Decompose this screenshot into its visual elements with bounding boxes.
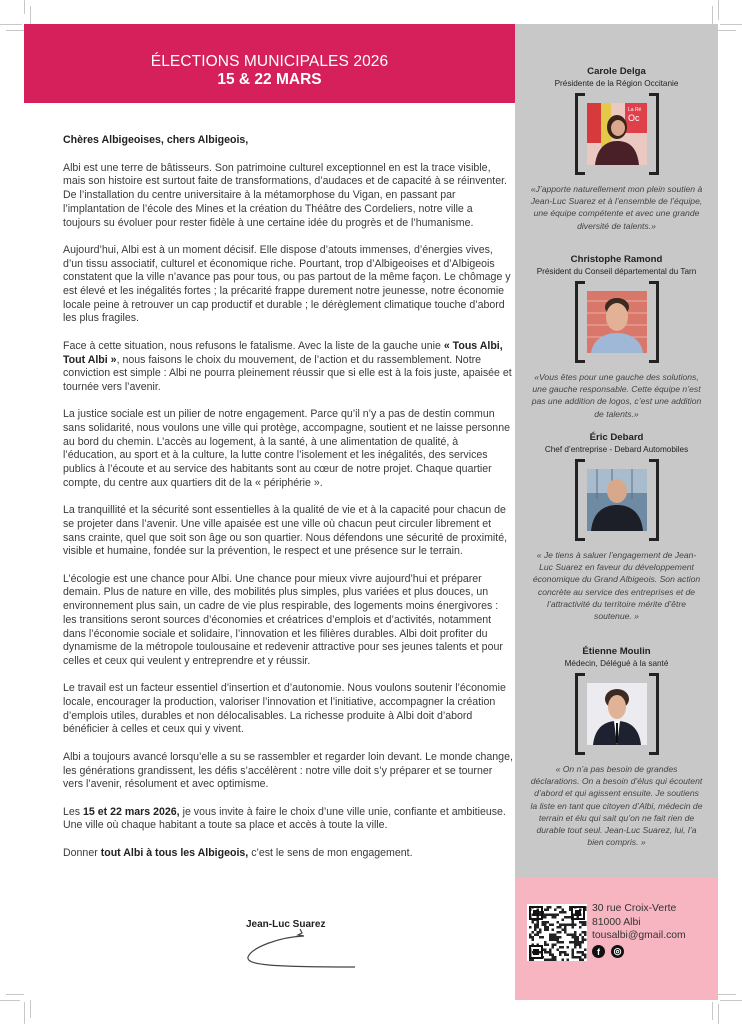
endorser-role: Médecin, Délégué à la santé bbox=[564, 659, 669, 668]
qr-module bbox=[534, 926, 537, 929]
instagram-icon[interactable]: ◎ bbox=[611, 945, 624, 958]
qr-module bbox=[562, 941, 565, 944]
qr-module bbox=[582, 931, 585, 934]
qr-module bbox=[534, 929, 537, 932]
letter-paragraph: Albi est une terre de bâtisseurs. Son patrimoine culturel exceptionnel en est la trace visible, mais son histoire est surtout faite de transformations, d’audaces et de capacité à se réinventer. De l’installation du centre universitaire à la métamorphose du Vigan, en passant par l’implantation de l’école des Mines et la création du Théâtre des Cordeliers, notre ville a toujours su évoluer pour rester fidèle à une certaine idée du progrès et de l’humanisme. bbox=[63, 161, 508, 229]
endorser-role: Président du Conseil départemental du Tarn bbox=[536, 267, 697, 276]
qr-module bbox=[547, 909, 550, 912]
qr-module bbox=[572, 954, 575, 957]
qr-module bbox=[564, 911, 567, 914]
qr-module bbox=[539, 929, 542, 932]
qr-module bbox=[577, 951, 580, 954]
crop-mark bbox=[720, 24, 742, 25]
header-banner bbox=[24, 24, 515, 103]
qr-module bbox=[584, 934, 587, 937]
election-dates: 15 & 22 MARS bbox=[217, 71, 322, 88]
letter-paragraph: Albi a toujours avancé lorsqu’elle a su se rassembler et regarder loin devant. Le monde change, les générations grandissent, les défis s’accélèrent : notre ville doit s’y préparer et se tourner vers l’avenir, résolument et avec optimisme. bbox=[63, 750, 513, 791]
qr-module bbox=[529, 926, 532, 929]
qr-module bbox=[537, 921, 540, 924]
right-bracket bbox=[649, 673, 659, 755]
email-address[interactable]: tousalbi@gmail.com bbox=[592, 930, 686, 941]
qr-module bbox=[572, 934, 575, 937]
qr-module bbox=[552, 924, 555, 927]
qr-module bbox=[579, 941, 582, 944]
right-bracket bbox=[649, 281, 659, 363]
crop-mark bbox=[718, 994, 736, 995]
qr-module bbox=[559, 924, 562, 927]
qr-module bbox=[549, 906, 552, 909]
qr-module bbox=[552, 934, 555, 937]
endorser-role: Chef d’entreprise - Debard Automobiles bbox=[544, 445, 689, 454]
endorser-name: Christophe Ramond bbox=[570, 254, 663, 265]
endorser-name: Éric Debard bbox=[589, 432, 644, 443]
qr-module bbox=[562, 924, 565, 927]
qr-module bbox=[552, 944, 555, 947]
qr-module bbox=[574, 956, 577, 959]
qr-module bbox=[554, 934, 557, 937]
right-bracket bbox=[649, 459, 659, 541]
qr-module bbox=[584, 939, 587, 942]
left-bracket bbox=[575, 673, 585, 755]
qr-module bbox=[544, 909, 547, 912]
qr-module bbox=[584, 924, 587, 927]
letter-greeting: Chères Albigeoises, chers Albigeois, bbox=[63, 134, 249, 146]
qr-module bbox=[557, 914, 560, 917]
svg-text:Oc: Oc bbox=[627, 113, 640, 123]
qr-module bbox=[544, 949, 547, 952]
qr-module bbox=[532, 931, 535, 934]
qr-module bbox=[557, 931, 560, 934]
qr-module bbox=[544, 926, 547, 929]
qr-module bbox=[559, 931, 562, 934]
qr-module bbox=[574, 924, 577, 927]
qr-module bbox=[559, 906, 562, 909]
qr-module bbox=[552, 956, 555, 959]
letter-paragraph: Aujourd’hui, Albi est à un moment décisif. Elle dispose d’atouts immenses, d’énergies vives, d’un tissu associatif, culturel et économique riche. Pourtant, trop d’Albigeoises et d’Albigeois constatent que la ville n’avance pas pour tous, ou pas partout de la même façon. Le chômage y est élevé et les inégalités fortes ; la précarité frappe durement notre jeunesse, notre économie locale peine à retrouver un cap productif et durable ; le dérèglement climatique touche d’abord les plus fragiles. bbox=[63, 243, 511, 325]
left-bracket bbox=[575, 281, 585, 363]
qr-module bbox=[554, 914, 557, 917]
crop-mark bbox=[718, 0, 719, 20]
text: je vous invite à faire le choix d’une ville unie, confiante et ambitieuse. Une ville où chaque habitant a toute sa place et accès à toute la ville. bbox=[63, 805, 506, 832]
qr-module bbox=[547, 914, 550, 917]
qr-module bbox=[534, 934, 537, 937]
qr-module bbox=[562, 909, 565, 912]
qr-module bbox=[572, 926, 575, 929]
qr-module bbox=[547, 929, 550, 932]
qr-module bbox=[562, 946, 565, 949]
qr-module bbox=[572, 924, 575, 927]
qr-module bbox=[569, 941, 572, 944]
crop-mark bbox=[6, 994, 24, 995]
endorser-role: Présidente de la Région Occitanie bbox=[554, 79, 679, 88]
qr-module bbox=[539, 931, 542, 934]
qr-module bbox=[557, 921, 560, 924]
qr-module bbox=[554, 936, 557, 939]
crop-mark bbox=[24, 1002, 25, 1024]
crop-mark bbox=[718, 1004, 719, 1024]
list-name: « Tous Albi, Tout Albi » bbox=[63, 339, 503, 366]
city-postal: 81000 Albi bbox=[592, 916, 641, 928]
qr-module bbox=[552, 959, 555, 962]
qr-module bbox=[579, 921, 582, 924]
endorsement-card bbox=[515, 254, 718, 420]
qr-module bbox=[564, 951, 567, 954]
qr-module bbox=[567, 934, 570, 937]
qr-module bbox=[562, 929, 565, 932]
qr-module bbox=[574, 931, 577, 934]
qr-module bbox=[574, 939, 577, 942]
qr-module bbox=[564, 929, 567, 932]
qr-module bbox=[559, 946, 562, 949]
qr-module bbox=[579, 934, 582, 937]
qr-module bbox=[552, 929, 555, 932]
qr-module bbox=[567, 916, 570, 919]
qr-module bbox=[557, 936, 560, 939]
qr-module bbox=[529, 936, 532, 939]
endorsement-card bbox=[515, 432, 718, 622]
qr-module bbox=[572, 951, 575, 954]
text: , nous faisons le choix du mouvement, de l’action et du rassemblement. Notre conviction est simple : Albi ne pourra pleinement réussir que si elle est à la fois juste, apaisée et tournée vers l’avenir. bbox=[63, 353, 512, 393]
qr-module bbox=[549, 914, 552, 917]
qr-module bbox=[564, 924, 567, 927]
crop-mark bbox=[6, 30, 24, 31]
endorser-name: Carole Delga bbox=[587, 66, 646, 77]
crop-mark bbox=[712, 6, 713, 24]
qr-module bbox=[532, 921, 535, 924]
contact-box bbox=[515, 878, 718, 1000]
qr-module bbox=[562, 911, 565, 914]
qr-module bbox=[554, 944, 557, 947]
qr-module bbox=[552, 939, 555, 942]
qr-module bbox=[544, 959, 547, 962]
endorsement-card bbox=[515, 646, 718, 848]
facebook-icon[interactable]: f bbox=[592, 945, 605, 958]
letter-paragraph: La justice sociale est un pilier de notre engagement. Parce qu’il n’y a pas de destin commun sans solidarité, nous voulons une ville qui protège, accompagne, soutient et ne laisse personne au bord du chemin. L’accès au logement, à la santé, à une alimentation de qualité, à l’éducation, au sport et à la culture, la lutte contre l’isolement et les inégalités, des services publics à l’écoute et au service des habitants sont au cœur de notre projet. Chaque quartier compte, du centre aux quartiers dit de la « périphérie ». bbox=[63, 408, 510, 489]
endorser-quote: «Vous êtes pour une gauche des solutions, une gauche responsable. Cette équipe n’est pas une addition de logos, c’est une addition de talents.» bbox=[531, 372, 702, 419]
qr-module bbox=[577, 939, 580, 942]
qr-module bbox=[574, 936, 577, 939]
qr-module bbox=[542, 921, 545, 924]
qr-module bbox=[559, 951, 562, 954]
endorser-name: Étienne Moulin bbox=[582, 646, 651, 657]
qr-module bbox=[579, 944, 582, 947]
qr-module bbox=[582, 939, 585, 942]
qr-module bbox=[584, 931, 587, 934]
endorser-photo bbox=[587, 103, 647, 165]
qr-module bbox=[557, 926, 560, 929]
qr-module bbox=[532, 936, 535, 939]
qr-module bbox=[584, 921, 587, 924]
signature-name: Jean-Luc Suarez bbox=[246, 919, 326, 930]
qr-module bbox=[574, 946, 577, 949]
crop-mark bbox=[720, 1000, 742, 1001]
left-bracket bbox=[575, 93, 585, 175]
letter-body bbox=[63, 134, 513, 874]
qr-module bbox=[552, 946, 555, 949]
qr-module bbox=[547, 921, 550, 924]
photo-frame bbox=[575, 281, 659, 363]
crop-mark bbox=[718, 30, 736, 31]
qr-module bbox=[562, 951, 565, 954]
letter-paragraph: La tranquillité et la sécurité sont essentielles à la qualité de vie et à la capacité pour chacun de se projeter dans l’avenir. Une ville apaisée est une ville où chacun peut circuler librement et sans crainte, quel que soit son âge ou son quartier. Nous défendons une sécurité de proximité, visible et humaine, fondée sur la prévention, le respect et une présence sur le terrain. bbox=[63, 504, 508, 558]
photo-frame bbox=[575, 93, 659, 175]
qr-module bbox=[584, 954, 587, 957]
crop-mark bbox=[24, 0, 25, 14]
handwritten-signature bbox=[240, 925, 360, 975]
endorser-photo bbox=[587, 291, 647, 353]
qr-module bbox=[552, 914, 555, 917]
qr-module bbox=[582, 959, 585, 962]
qr-module bbox=[574, 941, 577, 944]
qr-module bbox=[552, 936, 555, 939]
qr-module bbox=[547, 944, 550, 947]
qr-module bbox=[554, 959, 557, 962]
qr-module bbox=[574, 944, 577, 947]
qr-module bbox=[579, 959, 582, 962]
left-bracket bbox=[575, 459, 585, 541]
endorser-quote: « On n’a pas besoin de grandes déclarations. On a besoin d’élus qui écoutent d’abord et qui agissent ensuite. Je soutiens la liste en tant que citoyen d’Albi, médecin de terrain et élu qui sait qu’on ne fait rien de durable tout seul. Jean-Luc Suarez, lui, l’a bien compris. » bbox=[530, 764, 703, 848]
qr-module bbox=[544, 914, 547, 917]
crop-mark bbox=[0, 1000, 20, 1001]
qr-module bbox=[549, 924, 552, 927]
qr-module bbox=[584, 949, 587, 952]
crop-mark bbox=[712, 1002, 713, 1020]
qr-module bbox=[554, 909, 557, 912]
qr-module bbox=[582, 936, 585, 939]
qr-module bbox=[557, 949, 560, 952]
qr-module bbox=[567, 924, 570, 927]
letter-paragraph: Le travail est un facteur essentiel d’insertion et d’autonomie. Nous voulons soutenir l’économie locale, encourager la production, valoriser l’innovation et l’initiative, accompagner la création d’emplois utiles, durables et non délocalisables. La richesse produite à Albi doit d’abord bénéficier à celles et ceux qui y vivent. bbox=[63, 682, 506, 736]
qr-module bbox=[564, 926, 567, 929]
qr-module bbox=[549, 934, 552, 937]
qr-module bbox=[559, 936, 562, 939]
qr-module bbox=[554, 916, 557, 919]
contact-address bbox=[592, 902, 686, 943]
qr-module bbox=[542, 936, 545, 939]
qr-module bbox=[549, 939, 552, 942]
qr-module bbox=[547, 951, 550, 954]
qr-module bbox=[547, 906, 550, 909]
photo-frame bbox=[575, 459, 659, 541]
text: c’est le sens de mon engagement. bbox=[248, 846, 413, 859]
qr-module bbox=[544, 921, 547, 924]
qr-module bbox=[569, 924, 572, 927]
slogan-bold: tout Albi à tous les Albigeois, bbox=[100, 846, 249, 859]
qr-module bbox=[582, 921, 585, 924]
qr-module bbox=[579, 926, 582, 929]
qr-module bbox=[567, 946, 570, 949]
qr-module bbox=[544, 924, 547, 927]
qr-module bbox=[557, 941, 560, 944]
qr-module bbox=[554, 939, 557, 942]
qr-module bbox=[552, 954, 555, 957]
text: Les bbox=[63, 805, 84, 818]
qr-module bbox=[582, 951, 585, 954]
right-bracket bbox=[649, 93, 659, 175]
qr-module bbox=[559, 941, 562, 944]
endorser-quote: « Je tiens à saluer l’engagement de Jean-Luc Suarez en faveur du développement économique du Grand Albigeois. Son action concrète au service des entreprises et de l’attractivité du territoire mérite d’être soutenue. » bbox=[532, 550, 701, 622]
endorsement-card bbox=[515, 66, 718, 232]
qr-module bbox=[529, 934, 532, 937]
endorser-quote: «J’apporte naturellement mon plein soutien à Jean-Luc Suarez et à l’ensemble de l’équipe, une équipe compétente et avec une grande diversité de talents.» bbox=[530, 184, 703, 231]
svg-text:La Ré: La Ré bbox=[627, 107, 641, 113]
qr-module bbox=[562, 959, 565, 962]
letter-paragraph: L’écologie est une chance pour Albi. Une chance pour mieux vivre aujourd’hui et préparer demain. Plus de nature en ville, des mobilités plus simples, plus variées et plus douces, un environnement plus sain, un cadre de vie plus respirable, des logements moins énergivores : les transitions seront sources d’économies et créatrices d’emplois et d’activités, notamment dans l’économie sociale et solidaire, l’innovation et les filières durables. Albi doit profiter du dynamisme de la métropole toulousaine et redevenir attractive pour ses jeunes talents et pour celles et ceux qui veulent y entreprendre et y réussir. bbox=[63, 572, 503, 667]
qr-module bbox=[567, 954, 570, 957]
qr-module bbox=[582, 941, 585, 944]
qr-module bbox=[549, 949, 552, 952]
crop-mark bbox=[30, 1000, 31, 1018]
qr-module bbox=[574, 934, 577, 937]
qr-module bbox=[537, 934, 540, 937]
letter-paragraph bbox=[63, 340, 513, 395]
qr-module bbox=[539, 936, 542, 939]
qr-module bbox=[552, 916, 555, 919]
qr-module bbox=[547, 926, 550, 929]
qr-module bbox=[569, 934, 572, 937]
photo-frame bbox=[575, 673, 659, 755]
letter-paragraph bbox=[63, 847, 513, 861]
qr-module bbox=[534, 924, 537, 927]
crop-mark bbox=[30, 6, 31, 24]
qr-module bbox=[572, 949, 575, 952]
qr-module bbox=[572, 936, 575, 939]
qr-module bbox=[567, 959, 570, 962]
election-dates-bold: 15 et 22 mars 2026, bbox=[83, 805, 180, 818]
qr-module bbox=[557, 906, 560, 909]
qr-module bbox=[564, 954, 567, 957]
qr-module bbox=[579, 956, 582, 959]
street-address: 30 rue Croix-Verte bbox=[592, 903, 677, 914]
qr-module bbox=[537, 926, 540, 929]
qr-module bbox=[564, 931, 567, 934]
qr-module bbox=[549, 951, 552, 954]
qr-module bbox=[562, 919, 565, 922]
qr-module bbox=[537, 931, 540, 934]
qr-module bbox=[572, 956, 575, 959]
qr-module bbox=[584, 956, 587, 959]
qr-module bbox=[542, 924, 545, 927]
qr-module bbox=[554, 956, 557, 959]
letter-paragraph bbox=[63, 806, 513, 833]
qr-module bbox=[579, 951, 582, 954]
qr-module bbox=[549, 959, 552, 962]
qr-module bbox=[577, 956, 580, 959]
qr-module bbox=[549, 936, 552, 939]
endorser-photo bbox=[587, 469, 647, 531]
qr-module bbox=[532, 939, 535, 942]
qr-module bbox=[544, 944, 547, 947]
qr-module bbox=[572, 921, 575, 924]
qr-module bbox=[544, 941, 547, 944]
qr-module bbox=[582, 954, 585, 957]
election-title: ÉLECTIONS MUNICIPALES 2026 bbox=[150, 53, 389, 70]
qr-module bbox=[577, 941, 580, 944]
qr-module bbox=[549, 954, 552, 957]
qr-module bbox=[559, 954, 562, 957]
qr-module bbox=[577, 944, 580, 947]
text: Face à cette situation, nous refusons le fatalisme. Avec la liste de la gauche unie bbox=[63, 339, 444, 352]
endorser-photo bbox=[587, 683, 647, 745]
qr-module bbox=[544, 951, 547, 954]
qr-module bbox=[547, 959, 550, 962]
qr-module bbox=[579, 946, 582, 949]
qr-module bbox=[559, 926, 562, 929]
qr-code[interactable] bbox=[527, 904, 587, 961]
qr-module bbox=[537, 924, 540, 927]
qr-module bbox=[559, 911, 562, 914]
social-links bbox=[592, 945, 624, 958]
qr-module bbox=[577, 936, 580, 939]
qr-module bbox=[544, 929, 547, 932]
qr-module bbox=[557, 939, 560, 942]
qr-module bbox=[564, 916, 567, 919]
qr-module bbox=[572, 941, 575, 944]
qr-module bbox=[582, 924, 585, 927]
text: Donner bbox=[63, 846, 101, 859]
crop-mark bbox=[0, 24, 22, 25]
qr-module bbox=[544, 916, 547, 919]
endorsements-sidebar bbox=[515, 24, 718, 878]
